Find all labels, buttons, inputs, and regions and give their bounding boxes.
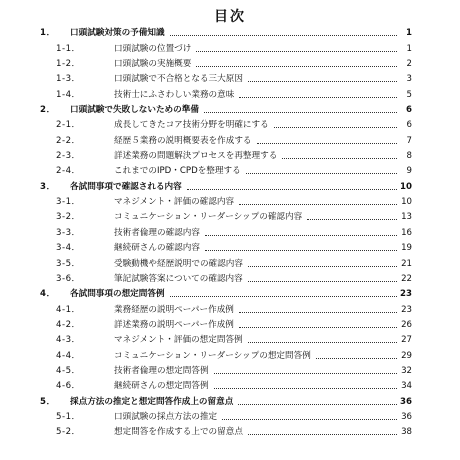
toc-chapter-row — [30, 391, 412, 406]
toc-entry-label: 継続研さんの想定問答例 — [114, 381, 209, 392]
toc-page-number: 1 — [406, 28, 412, 39]
toc-entry-number: 3-1． — [56, 197, 81, 208]
dot-leader — [274, 127, 397, 128]
dot-leader — [257, 143, 397, 144]
dot-leader — [196, 66, 397, 67]
toc-entry-label: コミュニケーション・リーダーシップの確認内容 — [114, 212, 303, 223]
toc-page-number: 6 — [406, 105, 412, 116]
toc-entry-number: 5． — [40, 396, 56, 407]
toc-entry-label: マネジメント・評価の想定問答例 — [114, 335, 243, 346]
toc-section-row — [30, 69, 412, 84]
toc-entry-label: 口頭試験で失敗しないための準備 — [70, 105, 199, 116]
toc-entry-label: 想定問答を作成する上での留意点 — [114, 427, 243, 438]
toc-page-number: 2 — [406, 59, 412, 70]
toc-section-row — [30, 345, 412, 360]
toc-page-number: 36 — [401, 411, 412, 422]
toc-section-row — [30, 161, 412, 176]
dot-leader — [246, 173, 397, 174]
toc-entry-label: 受験動機や経歴説明での確認内容 — [114, 258, 243, 269]
toc-entry-label: コミュニケーション・リーダーシップの想定問答例 — [114, 350, 311, 361]
toc-entry-number: 3-5． — [56, 258, 81, 269]
toc-entry-number: 3-3． — [56, 227, 81, 238]
toc-page-number: 9 — [406, 166, 412, 177]
dot-leader — [187, 189, 397, 190]
toc-page-number: 5 — [406, 89, 412, 100]
toc-entry-label: 口頭試験で不合格となる三大原因 — [114, 74, 243, 85]
toc-section-row — [30, 207, 412, 222]
dot-leader — [239, 327, 397, 328]
toc-page-number: 10 — [400, 181, 412, 192]
toc-page-number: 21 — [401, 258, 412, 269]
toc-page-number: 6 — [406, 120, 412, 131]
toc-entry-number: 4-5． — [56, 365, 81, 376]
dot-leader — [239, 204, 397, 205]
toc-page-number: 19 — [401, 243, 412, 254]
dot-leader — [222, 419, 397, 420]
toc-entry-number: 5-2． — [56, 427, 81, 438]
toc-page-number: 36 — [400, 396, 412, 407]
toc-entry-number: 2-2． — [56, 135, 81, 146]
toc-page-number: 27 — [401, 335, 412, 346]
dot-leader — [239, 312, 397, 313]
toc-entry-number: 2-3． — [56, 151, 81, 162]
toc-section-row — [30, 376, 412, 391]
dot-leader — [205, 250, 397, 251]
toc-page-number: 23 — [401, 304, 412, 315]
page-title: 目次 — [214, 9, 246, 25]
toc-entry-label: 業務経歴の説明ペーパー作成例 — [114, 304, 234, 315]
toc-entry-number: 2． — [40, 105, 56, 116]
toc-section-row — [30, 361, 412, 376]
dot-leader — [282, 158, 397, 159]
toc-entry-number: 3-6． — [56, 273, 81, 284]
toc-entry-label: 継続研さんの確認内容 — [114, 243, 200, 254]
toc-section-row — [30, 315, 412, 330]
toc-entry-label: 採点方法の推定と想定問答作成上の留意点 — [70, 396, 234, 407]
dot-leader — [239, 97, 397, 98]
toc-section-row — [30, 269, 412, 284]
toc-chapter-row — [30, 284, 412, 299]
toc-section-row — [30, 130, 412, 145]
toc-entry-label: 詳述業務の問題解決プロセスを再整理する — [114, 151, 278, 162]
toc-section-row — [30, 192, 412, 207]
toc-page-number: 3 — [406, 74, 412, 85]
dot-leader — [307, 219, 397, 220]
toc-section-row — [30, 330, 412, 345]
dot-leader — [316, 358, 397, 359]
dot-leader — [248, 266, 397, 267]
toc-entry-label: マネジメント・評価の確認内容 — [114, 197, 235, 208]
toc-entry-number: 3-4． — [56, 243, 81, 254]
toc-entry-number: 1． — [40, 28, 56, 39]
toc-page-number: 7 — [406, 135, 412, 146]
toc-entry-number: 4． — [40, 289, 56, 300]
toc-entry-number: 1-4． — [56, 89, 81, 100]
dot-leader — [214, 373, 397, 374]
toc-chapter-row — [30, 176, 412, 191]
toc-section-row — [30, 422, 412, 437]
toc-entry-label: 口頭試験の採点方法の推定 — [114, 411, 218, 422]
toc-entry-number: 4-2． — [56, 319, 81, 330]
toc-entry-label: 口頭試験の位置づけ — [114, 43, 192, 54]
toc-entry-label: 技術士にふさわしい業務の意味 — [114, 89, 235, 100]
toc-page-number: 26 — [401, 319, 412, 330]
dot-leader — [238, 404, 397, 405]
toc-entry-label: 口頭試験対策の予備知識 — [70, 28, 165, 39]
toc-entry-label: 成長してきたコア技術分野を明確にする — [114, 120, 269, 131]
toc-entry-label: 口頭試験の実施概要 — [114, 59, 192, 70]
toc-section-row — [30, 54, 412, 69]
toc-page-number: 16 — [401, 227, 412, 238]
toc-entry-number: 1-1． — [56, 43, 81, 54]
toc-entry-label: 技術者倫理の想定問答例 — [114, 365, 209, 376]
toc-section-row — [30, 299, 412, 314]
dot-leader — [170, 296, 397, 297]
dot-leader — [248, 81, 397, 82]
toc-page-number: 8 — [406, 151, 412, 162]
dot-leader — [248, 342, 397, 343]
dot-leader — [214, 388, 397, 389]
toc-entry-number: 3． — [40, 181, 56, 192]
dot-leader — [205, 235, 397, 236]
dot-leader — [196, 51, 397, 52]
toc-page-number: 22 — [401, 273, 412, 284]
toc-page-number: 10 — [401, 197, 412, 208]
toc-section-row — [30, 115, 412, 130]
toc-entry-number: 1-3． — [56, 74, 81, 85]
toc-entry-label: 各試問事項の想定問答例 — [70, 289, 165, 300]
toc-entry-number: 1-2． — [56, 59, 81, 70]
toc-entry-label: 筆記試験答案についての確認内容 — [114, 273, 243, 284]
toc-list — [30, 23, 412, 437]
dot-leader — [170, 35, 397, 36]
toc-entry-label: これまでのIPD・CPDを整理する — [114, 166, 241, 177]
toc-section-row — [30, 38, 412, 53]
toc-entry-number: 2-1． — [56, 120, 81, 131]
toc-section-row — [30, 407, 412, 422]
toc-entry-number: 4-3． — [56, 335, 81, 346]
dot-leader — [248, 434, 397, 435]
toc-section-row — [30, 238, 412, 253]
toc-page-number: 34 — [401, 381, 412, 392]
toc-entry-label: 経歴５業務の説明概要表を作成する — [114, 135, 252, 146]
dot-leader — [248, 281, 397, 282]
toc-entry-label: 各試問事項で確認される内容 — [70, 181, 182, 192]
toc-entry-number: 4-6． — [56, 381, 81, 392]
toc-section-row — [30, 222, 412, 237]
toc-page-number: 23 — [400, 289, 412, 300]
toc-section-row — [30, 146, 412, 161]
toc-page-number: 29 — [401, 350, 412, 361]
toc-entry-number: 5-1． — [56, 411, 81, 422]
toc-page-number: 1 — [406, 43, 412, 54]
toc-entry-number: 4-4． — [56, 350, 81, 361]
toc-entry-label: 技術者倫理の確認内容 — [114, 227, 200, 238]
toc-entry-number: 3-2． — [56, 212, 81, 223]
toc-section-row — [30, 253, 412, 268]
toc-section-row — [30, 84, 412, 99]
toc-chapter-row — [30, 23, 412, 38]
toc-page-number: 13 — [401, 212, 412, 223]
dot-leader — [204, 112, 397, 113]
toc-entry-number: 2-4． — [56, 166, 81, 177]
toc-page-number: 32 — [401, 365, 412, 376]
toc-page-number: 38 — [401, 427, 412, 438]
toc-entry-label: 詳述業務の説明ペーパー作成例 — [114, 319, 234, 330]
toc-entry-number: 4-1． — [56, 304, 81, 315]
toc-chapter-row — [30, 100, 412, 115]
